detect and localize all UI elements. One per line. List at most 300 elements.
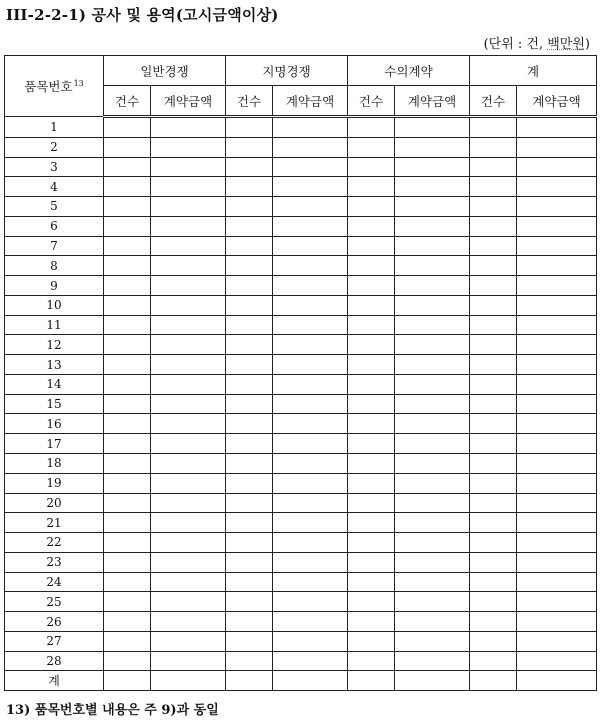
row-label: 14: [5, 374, 104, 394]
amount-cell[interactable]: [273, 414, 348, 434]
subheader-count: 건수: [104, 86, 151, 117]
row-label: 18: [5, 454, 104, 474]
amount-cell[interactable]: [517, 671, 597, 691]
amount-cell[interactable]: [395, 631, 470, 651]
count-cell[interactable]: [470, 533, 517, 553]
row-label: 22: [5, 533, 104, 553]
subheader-count: 건수: [348, 86, 395, 117]
amount-cell[interactable]: [517, 197, 597, 217]
unit-underlined: 백만원: [547, 37, 585, 52]
count-cell[interactable]: [104, 434, 151, 454]
count-cell[interactable]: [470, 197, 517, 217]
amount-cell[interactable]: [273, 671, 348, 691]
amount-cell[interactable]: [517, 256, 597, 276]
row-header-label: 품목번호: [24, 79, 73, 94]
count-cell[interactable]: [348, 197, 395, 217]
count-cell[interactable]: [348, 651, 395, 671]
amount-cell[interactable]: [395, 612, 470, 632]
count-cell[interactable]: [104, 552, 151, 572]
table-row: [5, 454, 597, 474]
count-cell[interactable]: [470, 177, 517, 197]
count-cell[interactable]: [226, 236, 273, 256]
subheader-amount: 계약금액: [151, 86, 226, 117]
amount-cell[interactable]: [517, 592, 597, 612]
amount-cell[interactable]: [517, 276, 597, 296]
table-row: [5, 473, 597, 493]
count-cell[interactable]: [348, 137, 395, 157]
count-cell[interactable]: [104, 612, 151, 632]
amount-cell[interactable]: [151, 612, 226, 632]
count-cell[interactable]: [226, 394, 273, 414]
count-cell[interactable]: [470, 374, 517, 394]
table-row: [5, 434, 597, 454]
row-label: 10: [5, 295, 104, 315]
count-cell[interactable]: [470, 493, 517, 513]
count-cell[interactable]: [226, 414, 273, 434]
amount-cell[interactable]: [395, 394, 470, 414]
amount-cell[interactable]: [517, 117, 597, 138]
row-label: 26: [5, 612, 104, 632]
amount-cell[interactable]: [151, 374, 226, 394]
row-label: 25: [5, 592, 104, 612]
row-label: 7: [5, 236, 104, 256]
count-cell[interactable]: [226, 434, 273, 454]
subheader-amount: 계약금액: [273, 86, 348, 117]
count-cell[interactable]: [226, 335, 273, 355]
count-cell[interactable]: [348, 671, 395, 691]
count-cell[interactable]: [104, 651, 151, 671]
row-label: 4: [5, 177, 104, 197]
amount-cell[interactable]: [395, 533, 470, 553]
table-row: [5, 276, 597, 296]
amount-cell[interactable]: [395, 671, 470, 691]
row-label: 8: [5, 256, 104, 276]
subheader-amount: 계약금액: [517, 86, 597, 117]
table-row: [5, 197, 597, 217]
count-cell[interactable]: [104, 216, 151, 236]
amount-cell[interactable]: [517, 454, 597, 474]
amount-cell[interactable]: [273, 335, 348, 355]
table-row: [5, 117, 597, 138]
count-cell[interactable]: [348, 335, 395, 355]
count-cell[interactable]: [470, 651, 517, 671]
count-cell[interactable]: [104, 473, 151, 493]
count-cell[interactable]: [348, 454, 395, 474]
row-label: 16: [5, 414, 104, 434]
count-cell[interactable]: [226, 374, 273, 394]
amount-cell[interactable]: [395, 374, 470, 394]
amount-cell[interactable]: [517, 552, 597, 572]
amount-cell[interactable]: [151, 473, 226, 493]
count-cell[interactable]: [470, 671, 517, 691]
count-cell[interactable]: [348, 533, 395, 553]
count-cell[interactable]: [104, 592, 151, 612]
amount-cell[interactable]: [151, 137, 226, 157]
count-cell[interactable]: [226, 513, 273, 533]
amount-cell[interactable]: [273, 631, 348, 651]
amount-cell[interactable]: [151, 315, 226, 335]
amount-cell[interactable]: [395, 197, 470, 217]
table-body: [5, 117, 597, 691]
row-label: 20: [5, 493, 104, 513]
amount-cell[interactable]: [151, 117, 226, 138]
contract-table: [4, 55, 597, 691]
count-cell[interactable]: [470, 513, 517, 533]
amount-cell[interactable]: [395, 177, 470, 197]
table-row: [5, 671, 597, 691]
count-cell[interactable]: [104, 256, 151, 276]
amount-cell[interactable]: [517, 414, 597, 434]
amount-cell[interactable]: [395, 315, 470, 335]
amount-cell[interactable]: [151, 631, 226, 651]
table-row: [5, 137, 597, 157]
row-label: 6: [5, 216, 104, 236]
table-row: [5, 315, 597, 335]
amount-cell[interactable]: [151, 454, 226, 474]
table-row: [5, 355, 597, 375]
amount-cell[interactable]: [151, 335, 226, 355]
unit-suffix: ): [584, 37, 590, 52]
count-cell[interactable]: [470, 454, 517, 474]
amount-cell[interactable]: [273, 552, 348, 572]
amount-cell[interactable]: [395, 454, 470, 474]
amount-cell[interactable]: [517, 216, 597, 236]
amount-cell[interactable]: [395, 157, 470, 177]
amount-cell[interactable]: [151, 671, 226, 691]
count-cell[interactable]: [348, 612, 395, 632]
amount-cell[interactable]: [151, 572, 226, 592]
count-cell[interactable]: [104, 236, 151, 256]
count-cell[interactable]: [104, 533, 151, 553]
amount-cell[interactable]: [151, 533, 226, 553]
amount-cell[interactable]: [151, 552, 226, 572]
count-cell[interactable]: [470, 335, 517, 355]
amount-cell[interactable]: [273, 434, 348, 454]
amount-cell[interactable]: [395, 414, 470, 434]
count-cell[interactable]: [226, 355, 273, 375]
count-cell[interactable]: [226, 552, 273, 572]
group-header-general: 일반경쟁: [104, 56, 226, 86]
amount-cell[interactable]: [273, 374, 348, 394]
count-cell[interactable]: [348, 355, 395, 375]
count-cell[interactable]: [470, 355, 517, 375]
table-row: [5, 177, 597, 197]
amount-cell[interactable]: [395, 216, 470, 236]
amount-cell[interactable]: [151, 414, 226, 434]
amount-cell[interactable]: [151, 394, 226, 414]
count-cell[interactable]: [470, 117, 517, 138]
amount-cell[interactable]: [517, 394, 597, 414]
count-cell[interactable]: [104, 117, 151, 138]
row-label: 17: [5, 434, 104, 454]
count-cell[interactable]: [348, 572, 395, 592]
row-header-cell: [5, 56, 104, 117]
amount-cell[interactable]: [517, 355, 597, 375]
amount-cell[interactable]: [273, 572, 348, 592]
count-cell[interactable]: [470, 592, 517, 612]
table-row: [5, 493, 597, 513]
amount-cell[interactable]: [273, 533, 348, 553]
count-cell[interactable]: [226, 612, 273, 632]
amount-cell[interactable]: [273, 493, 348, 513]
row-label: 9: [5, 276, 104, 296]
amount-cell[interactable]: [395, 256, 470, 276]
amount-cell[interactable]: [273, 454, 348, 474]
row-label: 12: [5, 335, 104, 355]
row-label: 3: [5, 157, 104, 177]
count-cell[interactable]: [104, 157, 151, 177]
count-cell[interactable]: [348, 276, 395, 296]
count-cell[interactable]: [226, 473, 273, 493]
amount-cell[interactable]: [395, 552, 470, 572]
count-cell[interactable]: [348, 414, 395, 434]
count-cell[interactable]: [348, 434, 395, 454]
amount-cell[interactable]: [273, 276, 348, 296]
amount-cell[interactable]: [151, 216, 226, 236]
table-row: [5, 216, 597, 236]
amount-cell[interactable]: [273, 651, 348, 671]
amount-cell[interactable]: [151, 355, 226, 375]
count-cell[interactable]: [226, 651, 273, 671]
count-cell[interactable]: [470, 394, 517, 414]
table-row: [5, 256, 597, 276]
row-label: 24: [5, 572, 104, 592]
amount-cell[interactable]: [151, 197, 226, 217]
amount-cell[interactable]: [517, 374, 597, 394]
amount-cell[interactable]: [395, 355, 470, 375]
count-cell[interactable]: [348, 157, 395, 177]
amount-cell[interactable]: [151, 157, 226, 177]
count-cell[interactable]: [104, 197, 151, 217]
table-row: [5, 157, 597, 177]
count-cell[interactable]: [104, 315, 151, 335]
amount-cell[interactable]: [273, 612, 348, 632]
table-row: [5, 394, 597, 414]
count-cell[interactable]: [470, 276, 517, 296]
group-header-designated: 지명경쟁: [226, 56, 348, 86]
count-cell[interactable]: [104, 671, 151, 691]
count-cell[interactable]: [226, 315, 273, 335]
count-cell[interactable]: [348, 216, 395, 236]
amount-cell[interactable]: [395, 236, 470, 256]
count-cell[interactable]: [226, 533, 273, 553]
count-cell[interactable]: [470, 572, 517, 592]
amount-cell[interactable]: [517, 631, 597, 651]
table-row: [5, 631, 597, 651]
count-cell[interactable]: [348, 117, 395, 138]
amount-cell[interactable]: [273, 236, 348, 256]
amount-cell[interactable]: [273, 197, 348, 217]
amount-cell[interactable]: [517, 493, 597, 513]
amount-cell[interactable]: [395, 513, 470, 533]
count-cell[interactable]: [104, 374, 151, 394]
count-cell[interactable]: [348, 394, 395, 414]
amount-cell[interactable]: [395, 592, 470, 612]
count-cell[interactable]: [470, 414, 517, 434]
amount-cell[interactable]: [273, 473, 348, 493]
row-label: 계: [5, 671, 104, 691]
row-header-footnote-ref: 13: [73, 78, 84, 88]
count-cell[interactable]: [226, 493, 273, 513]
count-cell[interactable]: [470, 236, 517, 256]
count-cell[interactable]: [470, 157, 517, 177]
amount-cell[interactable]: [273, 157, 348, 177]
amount-cell[interactable]: [273, 256, 348, 276]
count-cell[interactable]: [348, 631, 395, 651]
amount-cell[interactable]: [517, 572, 597, 592]
count-cell[interactable]: [226, 671, 273, 691]
amount-cell[interactable]: [151, 177, 226, 197]
count-cell[interactable]: [104, 513, 151, 533]
count-cell[interactable]: [470, 612, 517, 632]
amount-cell[interactable]: [273, 315, 348, 335]
amount-cell[interactable]: [395, 137, 470, 157]
amount-cell[interactable]: [517, 513, 597, 533]
row-label: 19: [5, 473, 104, 493]
count-cell[interactable]: [104, 414, 151, 434]
count-cell[interactable]: [470, 631, 517, 651]
count-cell[interactable]: [226, 157, 273, 177]
amount-cell[interactable]: [151, 434, 226, 454]
count-cell[interactable]: [104, 493, 151, 513]
count-cell[interactable]: [470, 256, 517, 276]
table-row: [5, 335, 597, 355]
amount-cell[interactable]: [517, 651, 597, 671]
row-label: 23: [5, 552, 104, 572]
count-cell[interactable]: [104, 631, 151, 651]
amount-cell[interactable]: [517, 612, 597, 632]
amount-cell[interactable]: [151, 513, 226, 533]
table-row: [5, 236, 597, 256]
amount-cell[interactable]: [395, 335, 470, 355]
amount-cell[interactable]: [395, 651, 470, 671]
count-cell[interactable]: [470, 434, 517, 454]
count-cell[interactable]: [348, 552, 395, 572]
count-cell[interactable]: [104, 335, 151, 355]
count-cell[interactable]: [104, 295, 151, 315]
table-row: [5, 552, 597, 572]
amount-cell[interactable]: [517, 434, 597, 454]
table-row: [5, 533, 597, 553]
amount-cell[interactable]: [395, 295, 470, 315]
row-label: 21: [5, 513, 104, 533]
count-cell[interactable]: [226, 177, 273, 197]
count-cell[interactable]: [348, 493, 395, 513]
count-cell[interactable]: [470, 295, 517, 315]
amount-cell[interactable]: [517, 157, 597, 177]
count-cell[interactable]: [470, 315, 517, 335]
count-cell[interactable]: [226, 216, 273, 236]
count-cell[interactable]: [104, 394, 151, 414]
count-cell[interactable]: [226, 276, 273, 296]
count-cell[interactable]: [226, 137, 273, 157]
amount-cell[interactable]: [273, 117, 348, 138]
count-cell[interactable]: [348, 256, 395, 276]
row-label: 15: [5, 394, 104, 414]
amount-cell[interactable]: [517, 473, 597, 493]
count-cell[interactable]: [226, 572, 273, 592]
amount-cell[interactable]: [517, 137, 597, 157]
table-row: [5, 513, 597, 533]
amount-cell[interactable]: [517, 335, 597, 355]
amount-cell[interactable]: [517, 295, 597, 315]
amount-cell[interactable]: [151, 256, 226, 276]
amount-cell[interactable]: [151, 592, 226, 612]
amount-cell[interactable]: [273, 394, 348, 414]
group-header-total: 계: [470, 56, 597, 86]
count-cell[interactable]: [226, 631, 273, 651]
page-title: III-2-2-1) 공사 및 용역(고시금액이상): [6, 6, 279, 24]
amount-cell[interactable]: [151, 295, 226, 315]
amount-cell[interactable]: [395, 572, 470, 592]
amount-cell[interactable]: [273, 355, 348, 375]
count-cell[interactable]: [104, 177, 151, 197]
amount-cell[interactable]: [273, 295, 348, 315]
amount-cell[interactable]: [151, 236, 226, 256]
amount-cell[interactable]: [395, 493, 470, 513]
amount-cell[interactable]: [517, 533, 597, 553]
amount-cell[interactable]: [273, 592, 348, 612]
count-cell[interactable]: [348, 177, 395, 197]
count-cell[interactable]: [348, 473, 395, 493]
count-cell[interactable]: [348, 315, 395, 335]
table-row: [5, 295, 597, 315]
count-cell[interactable]: [104, 454, 151, 474]
table-row: [5, 414, 597, 434]
count-cell[interactable]: [470, 552, 517, 572]
count-cell[interactable]: [470, 137, 517, 157]
count-cell[interactable]: [104, 276, 151, 296]
count-cell[interactable]: [348, 236, 395, 256]
count-cell[interactable]: [226, 256, 273, 276]
amount-cell[interactable]: [151, 276, 226, 296]
count-cell[interactable]: [226, 117, 273, 138]
amount-cell[interactable]: [273, 177, 348, 197]
amount-cell[interactable]: [273, 513, 348, 533]
count-cell[interactable]: [104, 572, 151, 592]
amount-cell[interactable]: [517, 177, 597, 197]
subheader-amount: 계약금액: [395, 86, 470, 117]
count-cell[interactable]: [348, 374, 395, 394]
count-cell[interactable]: [226, 592, 273, 612]
amount-cell[interactable]: [273, 216, 348, 236]
count-cell[interactable]: [226, 295, 273, 315]
amount-cell[interactable]: [273, 137, 348, 157]
amount-cell[interactable]: [517, 236, 597, 256]
amount-cell[interactable]: [517, 315, 597, 335]
count-cell[interactable]: [348, 513, 395, 533]
count-cell[interactable]: [470, 473, 517, 493]
amount-cell[interactable]: [395, 434, 470, 454]
unit-prefix: (단위 : 건,: [483, 37, 548, 52]
amount-cell[interactable]: [151, 493, 226, 513]
count-cell[interactable]: [348, 295, 395, 315]
table-row: [5, 612, 597, 632]
count-cell[interactable]: [226, 197, 273, 217]
count-cell[interactable]: [226, 454, 273, 474]
count-cell[interactable]: [470, 216, 517, 236]
amount-cell[interactable]: [395, 276, 470, 296]
row-label: 5: [5, 197, 104, 217]
amount-cell[interactable]: [395, 473, 470, 493]
amount-cell[interactable]: [151, 651, 226, 671]
count-cell[interactable]: [104, 137, 151, 157]
count-cell[interactable]: [104, 355, 151, 375]
row-label: 11: [5, 315, 104, 335]
count-cell[interactable]: [348, 592, 395, 612]
amount-cell[interactable]: [395, 117, 470, 138]
row-label: 1: [5, 117, 104, 138]
